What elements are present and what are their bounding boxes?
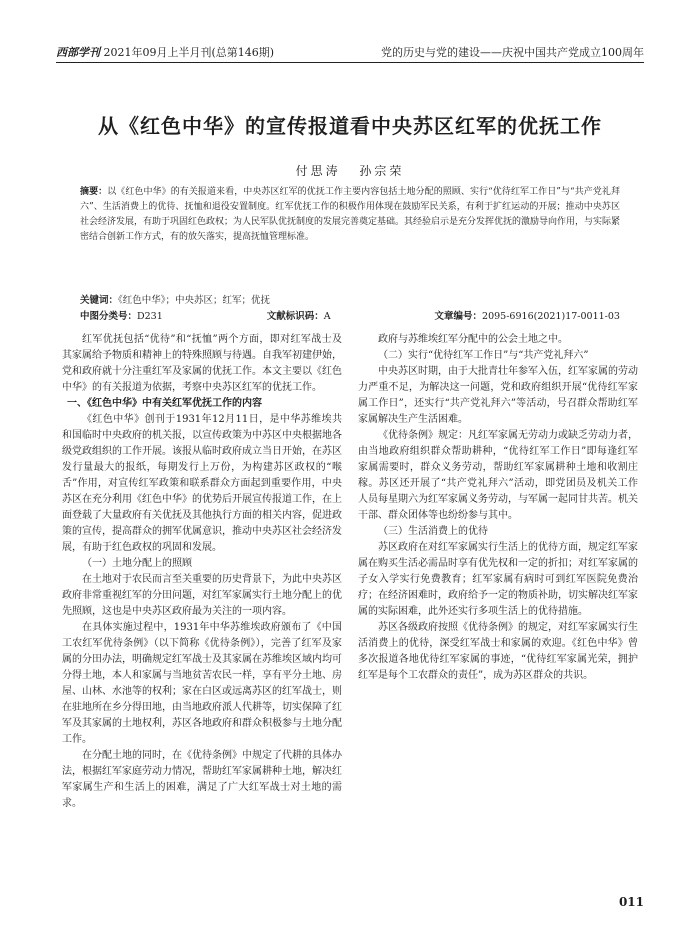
subsection-heading-1: （一）土地分配上的照顾 bbox=[82, 558, 192, 569]
right-column bbox=[358, 332, 638, 892]
subsection-heading-3: （三）生活消费上的优待 bbox=[378, 526, 488, 537]
body-columns bbox=[62, 332, 638, 892]
page-number: 011 bbox=[618, 895, 644, 909]
body-paragraph: 苏区各级政府按照《优待条例》的规定，对红军家属实行生活消费上的优待，深受红军战士和家属的欢迎。《红色中华》曾多次报道各地优待红军家属的事迹，“优待红军家属光荣，拥护红军是每个工农群众的责任”，成为苏区群众的共识。 bbox=[358, 622, 638, 681]
running-header-left bbox=[56, 44, 274, 60]
body-paragraph: 红军优抚包括“优待”和“抚恤”两个方面，即对红军战士及其家属给予物质和精神上的特殊照顾与待遇。自我军初建伊始，党和政府就十分注重红军及家属的优抚工作。本文主要以《红色中华》的有关报道为依据，考察中央苏区红军的优抚工作。 bbox=[62, 334, 342, 393]
body-paragraph: 《红色中华》创刊于1931年12月11日，是中华苏维埃共和国临时中央政府的机关报，以宣传政策为中苏区中央根据地各级党政组织的工作开展。该报从临时政府成立当日开始，在苏区发行量最大的报纸，每期发行上万份，为构建苏区政权的“喉舌”作用，对宣传红军政策和联系群众方面起到重要作用，中央苏区在充分利用《红色中华》的优势后开展宣传报道工作，在上面登载了大量政府有关优抚及其他执行方面的相关内容，促进政策的宣传，提高群众的拥军优属意识，推动中央苏区社会经济发展，有助于红色政权的巩固和发展。 bbox=[62, 414, 342, 553]
header-rule bbox=[56, 62, 644, 63]
article-no-value: 2095-6916(2021)17-0011-03 bbox=[482, 311, 620, 322]
body-paragraph: 在分配土地的同时，在《优待条例》中规定了代耕的具体办法，根据红军家庭劳动力情况，帮助红军家属耕种土地，解决红军家属生产和生活上的困难，满足了广大红军战士对土地的需求。 bbox=[62, 750, 342, 809]
body-paragraph: 在土地对于农民而言至关重要的历史背景下，为此中央苏区政府非常重视红军的分田问题，对红军家属实行土地分配上的优先照顾，这也是中央苏区政府最为关注的一项内容。 bbox=[62, 574, 342, 617]
clc-label: 中图分类号： bbox=[80, 311, 138, 322]
doc-code-label: 文献标识码： bbox=[266, 311, 324, 322]
body-paragraph: 在具体实施过程中，1931年中华苏维埃政府颁布了《中国工农红军优待条例》（以下简称《优待条例》），完善了红军及家属的分田办法，明确规定红军战士及其家属在苏维埃区域内均可分得土地，本人和家属与当地贫苦农民一样，享有平分土地、房屋、山林、水池等的权利；家在白区或远离苏区的红军战士，则在驻地所在乡分得田地，由当地政府派人代耕等，切实保障了红军及其家属的土地权利，苏区各地政府和群众积极参与土地分配工作。 bbox=[62, 622, 342, 745]
keywords-label: 关键词： bbox=[80, 295, 119, 306]
section-heading-1: 一、《红色中华》中有关红军优抚工作的内容 bbox=[67, 398, 262, 409]
author-1: 付思涛 bbox=[295, 164, 341, 178]
authors bbox=[0, 162, 700, 179]
body-paragraph: 苏区政府在对红军家属实行生活上的优待方面，规定红军家属在购买生活必需品时享有优先权和一定的折扣；对红军家属的子女入学实行免费教育；红军家属有病时可到红军医院免费治疗；在经济困难时，政府给予一定的物质补助，切实解决红军家属的实际困难，此外还实行多项生活上的优待措施。 bbox=[358, 542, 638, 617]
article-meta bbox=[80, 308, 620, 322]
doc-code bbox=[267, 308, 331, 322]
keywords bbox=[80, 292, 620, 306]
keywords-text: 《红色中华》；中央苏区；红军；优抚 bbox=[118, 295, 271, 306]
article-number bbox=[435, 308, 620, 322]
author-2: 孙宗荣 bbox=[359, 164, 405, 178]
abstract-label: 摘要： bbox=[80, 187, 108, 197]
body-paragraph: 政府与苏维埃红军分配中的公会土地之中。 bbox=[378, 334, 568, 345]
subsection-heading-2: （二）实行“优待红军工作日”与“共产党礼拜六” bbox=[378, 350, 589, 361]
article-title: 从《红色中华》的宣传报道看中央苏区红军的优抚工作 bbox=[98, 114, 602, 138]
issue-info: 2021年09月上半月刊(总第146期) bbox=[103, 46, 275, 59]
article-no-label: 文章编号： bbox=[434, 311, 483, 322]
column-name: 党的历史与党的建设——庆祝中国共产党成立100周年 bbox=[381, 46, 644, 59]
clc-value: D231 bbox=[137, 311, 163, 322]
abstract bbox=[80, 185, 620, 245]
doc-code-value: A bbox=[323, 311, 331, 322]
body-paragraph: 《优待条例》规定：凡红军家属无劳动力或缺乏劳动力者，由当地政府组织群众帮助耕种，“优待红军工作日”即每逢红军家属需要时，群众义务劳动，帮助红军家属耕种土地和收割庄稼。苏区还开展了“共产党礼拜六”活动，即党团员及机关工作人员每星期六为红军家属义务劳动，与军属一起同甘共苦。机关干部、群众团体等也纷纷参与其中。 bbox=[358, 430, 638, 521]
journal-name: 西部学刊 bbox=[56, 46, 100, 59]
body-paragraph: 中央苏区时期，由于大批青壮年参军入伍，红军家属的劳动力严重不足，为解决这一问题，党和政府组织开展“优待红军家属工作日”，还实行“共产党礼拜六”等活动，号召群众帮助红军家属解决生产生活困难。 bbox=[358, 366, 638, 425]
abstract-text: 以《红色中华》的有关报道来看，中央苏区红军的优抚工作主要内容包括土地分配的照顾、实行“优待红军工作日”与“共产党礼拜六”、生活消费上的优待、抚恤和退役安置制度。红军优抚工作的积极作用体现在鼓励军民关系，有利于扩红运动的开展；推动中央苏区社会经济发展，有助于巩固红色政权；为人民军队优抚制度的发展完善奠定基础。其经验启示是充分发挥优抚的激励导向作用，与实际紧密结合创新工作方式，有的放矢落实，提高抚恤管理标准。 bbox=[80, 187, 621, 242]
running-header bbox=[56, 40, 644, 60]
clc-number bbox=[80, 308, 163, 322]
left-column bbox=[62, 332, 342, 892]
